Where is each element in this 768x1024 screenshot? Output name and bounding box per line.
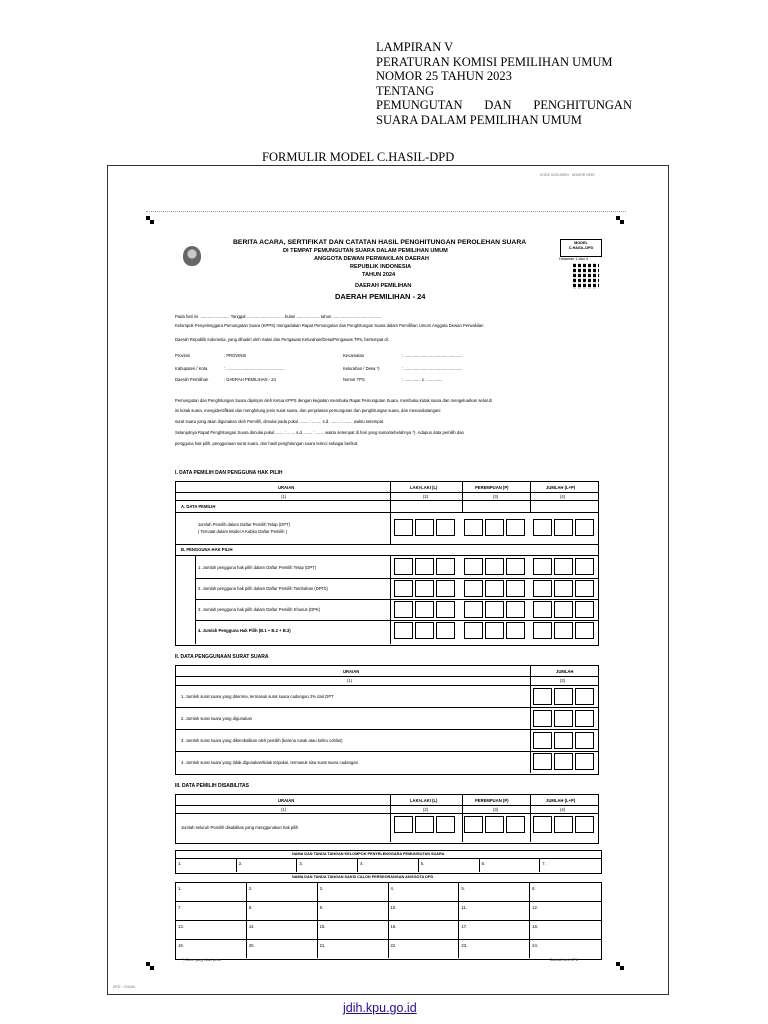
kpps-cell-number: 4. — [360, 861, 364, 866]
t2-row: 2. Jumlah surat suara yang digunakan — [181, 716, 252, 721]
saksi-cell-number: 13. — [178, 924, 184, 929]
header-line: NOMOR 25 TAHUN 2023 — [376, 69, 512, 84]
paragraph-line: Pemungutan dan Penghitungan Suara dipimpin oleh Ketua KPPS dengan kegiatan membuka Rapat Pemungutan Suara, membuka kotak suara dan mengeluarkan seluruh — [175, 398, 493, 403]
section-1-title: I. DATA PEMILIH DAN PENGGUNA HAK PILIH — [175, 470, 283, 476]
saksi-cell-number: 14. — [248, 924, 255, 929]
foot-printed: Dicetak oleh KPU — [550, 958, 579, 962]
saksi-cell-number: 7. — [178, 905, 182, 910]
digit-box[interactable] — [506, 580, 525, 597]
digit-box[interactable] — [394, 816, 413, 833]
digit-box[interactable] — [554, 732, 573, 749]
top-code: KODE DOKUMEN · NOMOR SERI — [540, 173, 595, 177]
kpps-cell-divider — [479, 858, 480, 872]
digit-box[interactable] — [506, 558, 525, 575]
digit-box[interactable] — [415, 519, 434, 536]
t1-row: 2. Jumlah pengguna hak pilih dalam Daftar Pemilih Tambahan (DPTb) — [198, 586, 328, 591]
kpps-cell-divider — [418, 858, 419, 872]
t3-head: PEREMPUAN (P) — [475, 798, 509, 803]
digit-box[interactable] — [394, 601, 413, 618]
digit-box[interactable] — [506, 816, 525, 833]
kpps-cell-number: 5. — [420, 861, 425, 866]
saksi-cell-number: 18. — [532, 924, 538, 929]
digit-box[interactable] — [415, 558, 434, 575]
t1-row: ( Tercatat dalam Model A Kabko Daftar Pemilih ) — [198, 529, 288, 534]
digit-box[interactable] — [575, 558, 594, 575]
t3-head: LAKI-LAKI (L) — [410, 798, 438, 803]
dapil2-value: : DAERAH PEMILIHAN - 24 — [224, 377, 276, 382]
digit-box[interactable] — [436, 558, 455, 575]
saksi-cell-number: 11. — [461, 905, 467, 910]
saksi-cell-number: 16. — [390, 924, 397, 929]
t1-head: PEREMPUAN (P) — [475, 485, 509, 490]
kabkota-value: : .................................................. — [224, 366, 285, 371]
digit-box[interactable] — [464, 558, 483, 575]
header-line: LAMPIRAN V — [376, 40, 454, 54]
t1-row: 3. Jumlah pengguna hak pilih dalam Daftar Pemilih Khusus (DPK) — [198, 607, 321, 612]
digit-box[interactable] — [575, 519, 594, 536]
doc-title-2: DI TEMPAT PEMUNGUTAN SUARA DALAM PEMILIHAN UMUM — [283, 248, 448, 254]
t2-head: URAIAN — [343, 669, 360, 674]
digit-box[interactable] — [554, 622, 573, 639]
header-line: TENTANG — [376, 83, 435, 98]
header-line: PERATURAN KOMISI PEMILIHAN UMUM — [376, 54, 613, 69]
digit-box[interactable] — [533, 816, 552, 833]
doc-title-1: BERITA ACARA, SERTIFIKAT DAN CATATAN HASIL PENGHITUNGAN PEROLEHAN SUARA — [233, 239, 527, 246]
saksi-cell-number: 17. — [461, 924, 468, 929]
header-line-justified: PEMUNGUTAN DAN PENGHITUNGAN — [376, 98, 632, 113]
saksi-cell-number: 20. — [248, 943, 255, 948]
digit-box[interactable] — [506, 519, 525, 536]
digit-box[interactable] — [436, 519, 455, 536]
t1-num: (1) — [281, 494, 287, 499]
doc-title-4: REPUBLIK INDONESIA — [350, 264, 412, 270]
paragraph-line: isi kotak suara, mengidentifikasi dan menghitung jenis surat suara, dan penjelasan pemungutan dan penghitungan suara, dan menandatangani — [175, 408, 441, 413]
saksi-cell-number: 5. — [461, 886, 465, 891]
digit-box[interactable] — [575, 816, 594, 833]
registration-mark — [616, 962, 626, 972]
digit-box[interactable] — [575, 753, 594, 770]
t1-row: Jumlah Pemilih dalam Daftar Pemilih Tetap (DPT) — [198, 522, 291, 527]
digit-box[interactable] — [554, 753, 573, 770]
intro-line: Daerah Republik Indonesia, yang dihadiri oleh Saksi dan Pengawas Kelurahan/Desa/Pengawas TPS, bertempat di: — [175, 337, 389, 342]
saksi-signature-table — [175, 882, 602, 960]
section-2-title: II. DATA PENGGUNAAN SURAT SUARA — [175, 654, 269, 660]
digit-box[interactable] — [533, 732, 552, 749]
foot-note: *) Coret yang tidak perlu — [182, 958, 221, 962]
t1-section-a: A. DATA PEMILIH — [181, 504, 216, 509]
header-line: SUARA DALAM PEMILIHAN UMUM — [376, 112, 582, 127]
qr-code-icon — [573, 263, 599, 289]
saksi-cell-number: 9. — [319, 905, 324, 910]
saksi-cell-number: 6. — [532, 886, 536, 891]
tps-label: Nomor TPS — [343, 377, 365, 382]
registration-mark — [146, 962, 156, 972]
digit-box[interactable] — [506, 601, 525, 618]
kpps-title: NAMA DAN TANDA TANGAN KELOMPOK PENYELENGGARA PEMUNGUTAN SUARA — [292, 852, 445, 856]
kecamatan-value: : .................................................. — [402, 353, 463, 358]
t3-head: URAIAN — [278, 798, 295, 803]
doc-title-5: TAHUN 2024 — [362, 272, 396, 278]
digit-box[interactable] — [415, 816, 434, 833]
saksi-cell-number: 12. — [532, 905, 538, 910]
digit-box[interactable] — [575, 601, 594, 618]
saksi-title: NAMA DAN TANDA TANGAN SAKSI CALON PERSEORANGAN ANGGOTA DPD — [292, 875, 434, 879]
jdih-link[interactable]: jdih.kpu.go.id — [343, 1001, 417, 1015]
digit-box[interactable] — [533, 558, 552, 575]
digit-box[interactable] — [575, 580, 594, 597]
digit-box[interactable] — [485, 601, 504, 618]
saksi-cell-number: 8. — [248, 905, 253, 910]
intro-line: Kelompok Penyelenggara Pemungutan Suara (KPPS) mengadakan Rapat Pemungutan dan Penghitungan Suara dalam Pemilihan Umum Anggota Dewan Perwakilan — [175, 323, 484, 328]
digit-box[interactable] — [485, 558, 504, 575]
digit-box[interactable] — [554, 601, 573, 618]
t3-head: JUMLAH (L+P) — [546, 798, 576, 803]
t1-row: 1. Jumlah pengguna hak pilih dalam Daftar Pemilih Tetap (DPT) — [198, 565, 317, 570]
t1-num: (4) — [560, 494, 566, 499]
saksi-cell-number: 22. — [390, 943, 397, 948]
cut-line — [146, 211, 626, 212]
saksi-cell-number: 1. — [178, 886, 182, 891]
registration-mark — [616, 216, 626, 226]
kpps-cell-number: 3. — [299, 861, 303, 866]
dapil-label: DAERAH PEMILIHAN — [355, 283, 412, 289]
t1-head: JUMLAH (L+P) — [546, 485, 576, 490]
kpps-cell-divider — [236, 858, 237, 872]
saksi-cell-number: 24. — [532, 943, 538, 948]
dapil2-label: Daerah Pemilihan — [175, 377, 209, 382]
digit-box[interactable] — [533, 622, 552, 639]
t3-num: (2) — [423, 807, 429, 812]
kecamatan-label: Kecamatan — [343, 353, 365, 358]
digit-box[interactable] — [485, 580, 504, 597]
provinsi-label: Provinsi — [175, 353, 190, 358]
digit-box[interactable] — [415, 601, 434, 618]
digit-box[interactable] — [394, 622, 413, 639]
saksi-cell-number: 3. — [319, 886, 324, 891]
paragraph-line: pengguna hak pilih, penggunaan surat suara, dan hasil penghitungan suara terinci sebagai berikut: — [175, 441, 359, 446]
digit-box[interactable] — [575, 688, 594, 705]
t1-num: (3) — [493, 494, 499, 499]
doc-title-3: ANGGOTA DEWAN PERWAKILAN DAERAH — [314, 256, 429, 262]
digit-box[interactable] — [533, 580, 552, 597]
t1-head: URAIAN — [278, 485, 295, 490]
digit-box[interactable] — [554, 710, 573, 727]
t3-row: Jumlah seluruh Pemilih disabilitas yang menggunakan hak pilih — [181, 825, 299, 830]
digit-box[interactable] — [506, 622, 525, 639]
registration-mark — [146, 216, 156, 226]
digit-box[interactable] — [554, 816, 573, 833]
model-label: MODEL C.HASIL-DPD — [568, 241, 594, 250]
digit-box[interactable] — [554, 558, 573, 575]
t2-row: 4. Jumlah surat suara yang tidak digunakan/tidak terpakai, termasuk sisa surat suara cadangan — [181, 760, 358, 765]
t2-head: JUMLAH — [556, 669, 574, 674]
saksi-cell-number: 2. — [248, 886, 253, 891]
paragraph-line: Selanjutnya Rapat Penghitungan Suara dimulai pukul ....... : ....... s.d. ....... : ....... waktu setempat di hari yang sama/sebelahnya *). Adapun data pemilih dan — [175, 430, 464, 435]
kpps-cell-divider — [296, 858, 297, 872]
saksi-cell-number: 4. — [390, 886, 394, 891]
digit-box[interactable] — [394, 519, 413, 536]
digit-box[interactable] — [415, 622, 434, 639]
t1-head: LAKI-LAKI (L) — [410, 485, 438, 490]
dapil-value: DAERAH PEMILIHAN - 24 — [335, 292, 426, 301]
digit-box[interactable] — [464, 601, 483, 618]
saksi-cell-number: 23. — [461, 943, 468, 948]
digit-box[interactable] — [394, 580, 413, 597]
digit-box[interactable] — [436, 816, 455, 833]
saksi-col-divider — [529, 882, 530, 958]
paragraph-line: surat suara yang akan digunakan oleh Pemilih, dimulai pada pukul ........ : ........ s.d. ........ : ........ waktu setempat. — [175, 419, 385, 424]
saksi-col-divider — [458, 882, 459, 958]
digit-box[interactable] — [436, 580, 455, 597]
t2-num: (1) — [347, 678, 353, 683]
digit-box[interactable] — [464, 519, 483, 536]
digit-box[interactable] — [575, 622, 594, 639]
t2-row: 3. Jumlah surat suara yang dikembalikan oleh pemilih (karena rusak atau keliru coblos) — [181, 738, 343, 743]
digit-box[interactable] — [394, 558, 413, 575]
kpu-logo-icon — [183, 246, 201, 266]
digit-box[interactable] — [485, 519, 504, 536]
kpps-cell-divider — [357, 858, 358, 872]
saksi-col-divider — [388, 882, 389, 958]
page-label: Halaman 1 dari 4 — [559, 257, 588, 261]
digit-box[interactable] — [464, 580, 483, 597]
form-title: FORMULIR MODEL C.HASIL-DPD — [262, 150, 455, 164]
digit-box[interactable] — [533, 519, 552, 536]
kelurahan-label: Kelurahan / Desa *) — [343, 366, 380, 371]
digit-box[interactable] — [533, 710, 552, 727]
digit-box[interactable] — [533, 601, 552, 618]
t3-num: (3) — [493, 807, 499, 812]
digit-box[interactable] — [575, 710, 594, 727]
saksi-cell-number: 21. — [319, 943, 326, 948]
saksi-cell-number: 15. — [319, 924, 326, 929]
saksi-cell-number: 19. — [178, 943, 184, 948]
digit-box[interactable] — [436, 601, 455, 618]
digit-box[interactable] — [415, 580, 434, 597]
t2-row: 1. Jumlah surat suara yang diterima, termasuk surat suara cadangan 2% dari DPT — [181, 694, 334, 699]
bottom-code: DPD · CHASIL — [113, 985, 137, 989]
digit-box[interactable] — [485, 816, 504, 833]
digit-box[interactable] — [554, 519, 573, 536]
section-3-title: III. DATA PEMILIH DISABILITAS — [175, 783, 249, 789]
kelurahan-value: : .................................................. — [402, 366, 463, 371]
t1-row: 4. Jumlah Pengguna Hak Pilih (B.1 + B.2 + B.3) — [198, 628, 291, 633]
kpps-cell-number: 6. — [481, 861, 486, 866]
tps-value: : .............. 1 ............... — [402, 377, 443, 382]
saksi-col-divider — [317, 882, 318, 958]
digit-box[interactable] — [533, 753, 552, 770]
t1-num: (2) — [423, 494, 429, 499]
t2-num: (2) — [560, 678, 566, 683]
digit-box[interactable] — [436, 622, 455, 639]
digit-box[interactable] — [533, 688, 552, 705]
digit-box[interactable] — [485, 622, 504, 639]
digit-box[interactable] — [464, 622, 483, 639]
kpps-cell-number: 2. — [238, 861, 243, 866]
t1-section-b: B. PENGGUNA HAK PILIH — [181, 547, 233, 552]
kabkota-label: Kabupaten / Kota — [175, 366, 208, 371]
t3-num: (1) — [281, 807, 287, 812]
kpps-cell-number: 1. — [178, 861, 182, 866]
t3-num: (4) — [560, 807, 566, 812]
digit-box[interactable] — [554, 580, 573, 597]
saksi-cell-number: 10. — [390, 905, 397, 910]
digit-box[interactable] — [554, 688, 573, 705]
header-block — [376, 40, 632, 128]
provinsi-value: : PROVINSI — [224, 353, 247, 358]
digit-box[interactable] — [464, 816, 483, 833]
date-line: Pada hari ini .......................... Tanggal ................................ bulan .................... tahun .......................................... — [175, 314, 382, 319]
saksi-col-divider — [246, 882, 247, 958]
kpps-cell-number: 7. — [542, 861, 546, 866]
digit-box[interactable] — [575, 732, 594, 749]
kpps-cell-divider — [539, 858, 540, 872]
